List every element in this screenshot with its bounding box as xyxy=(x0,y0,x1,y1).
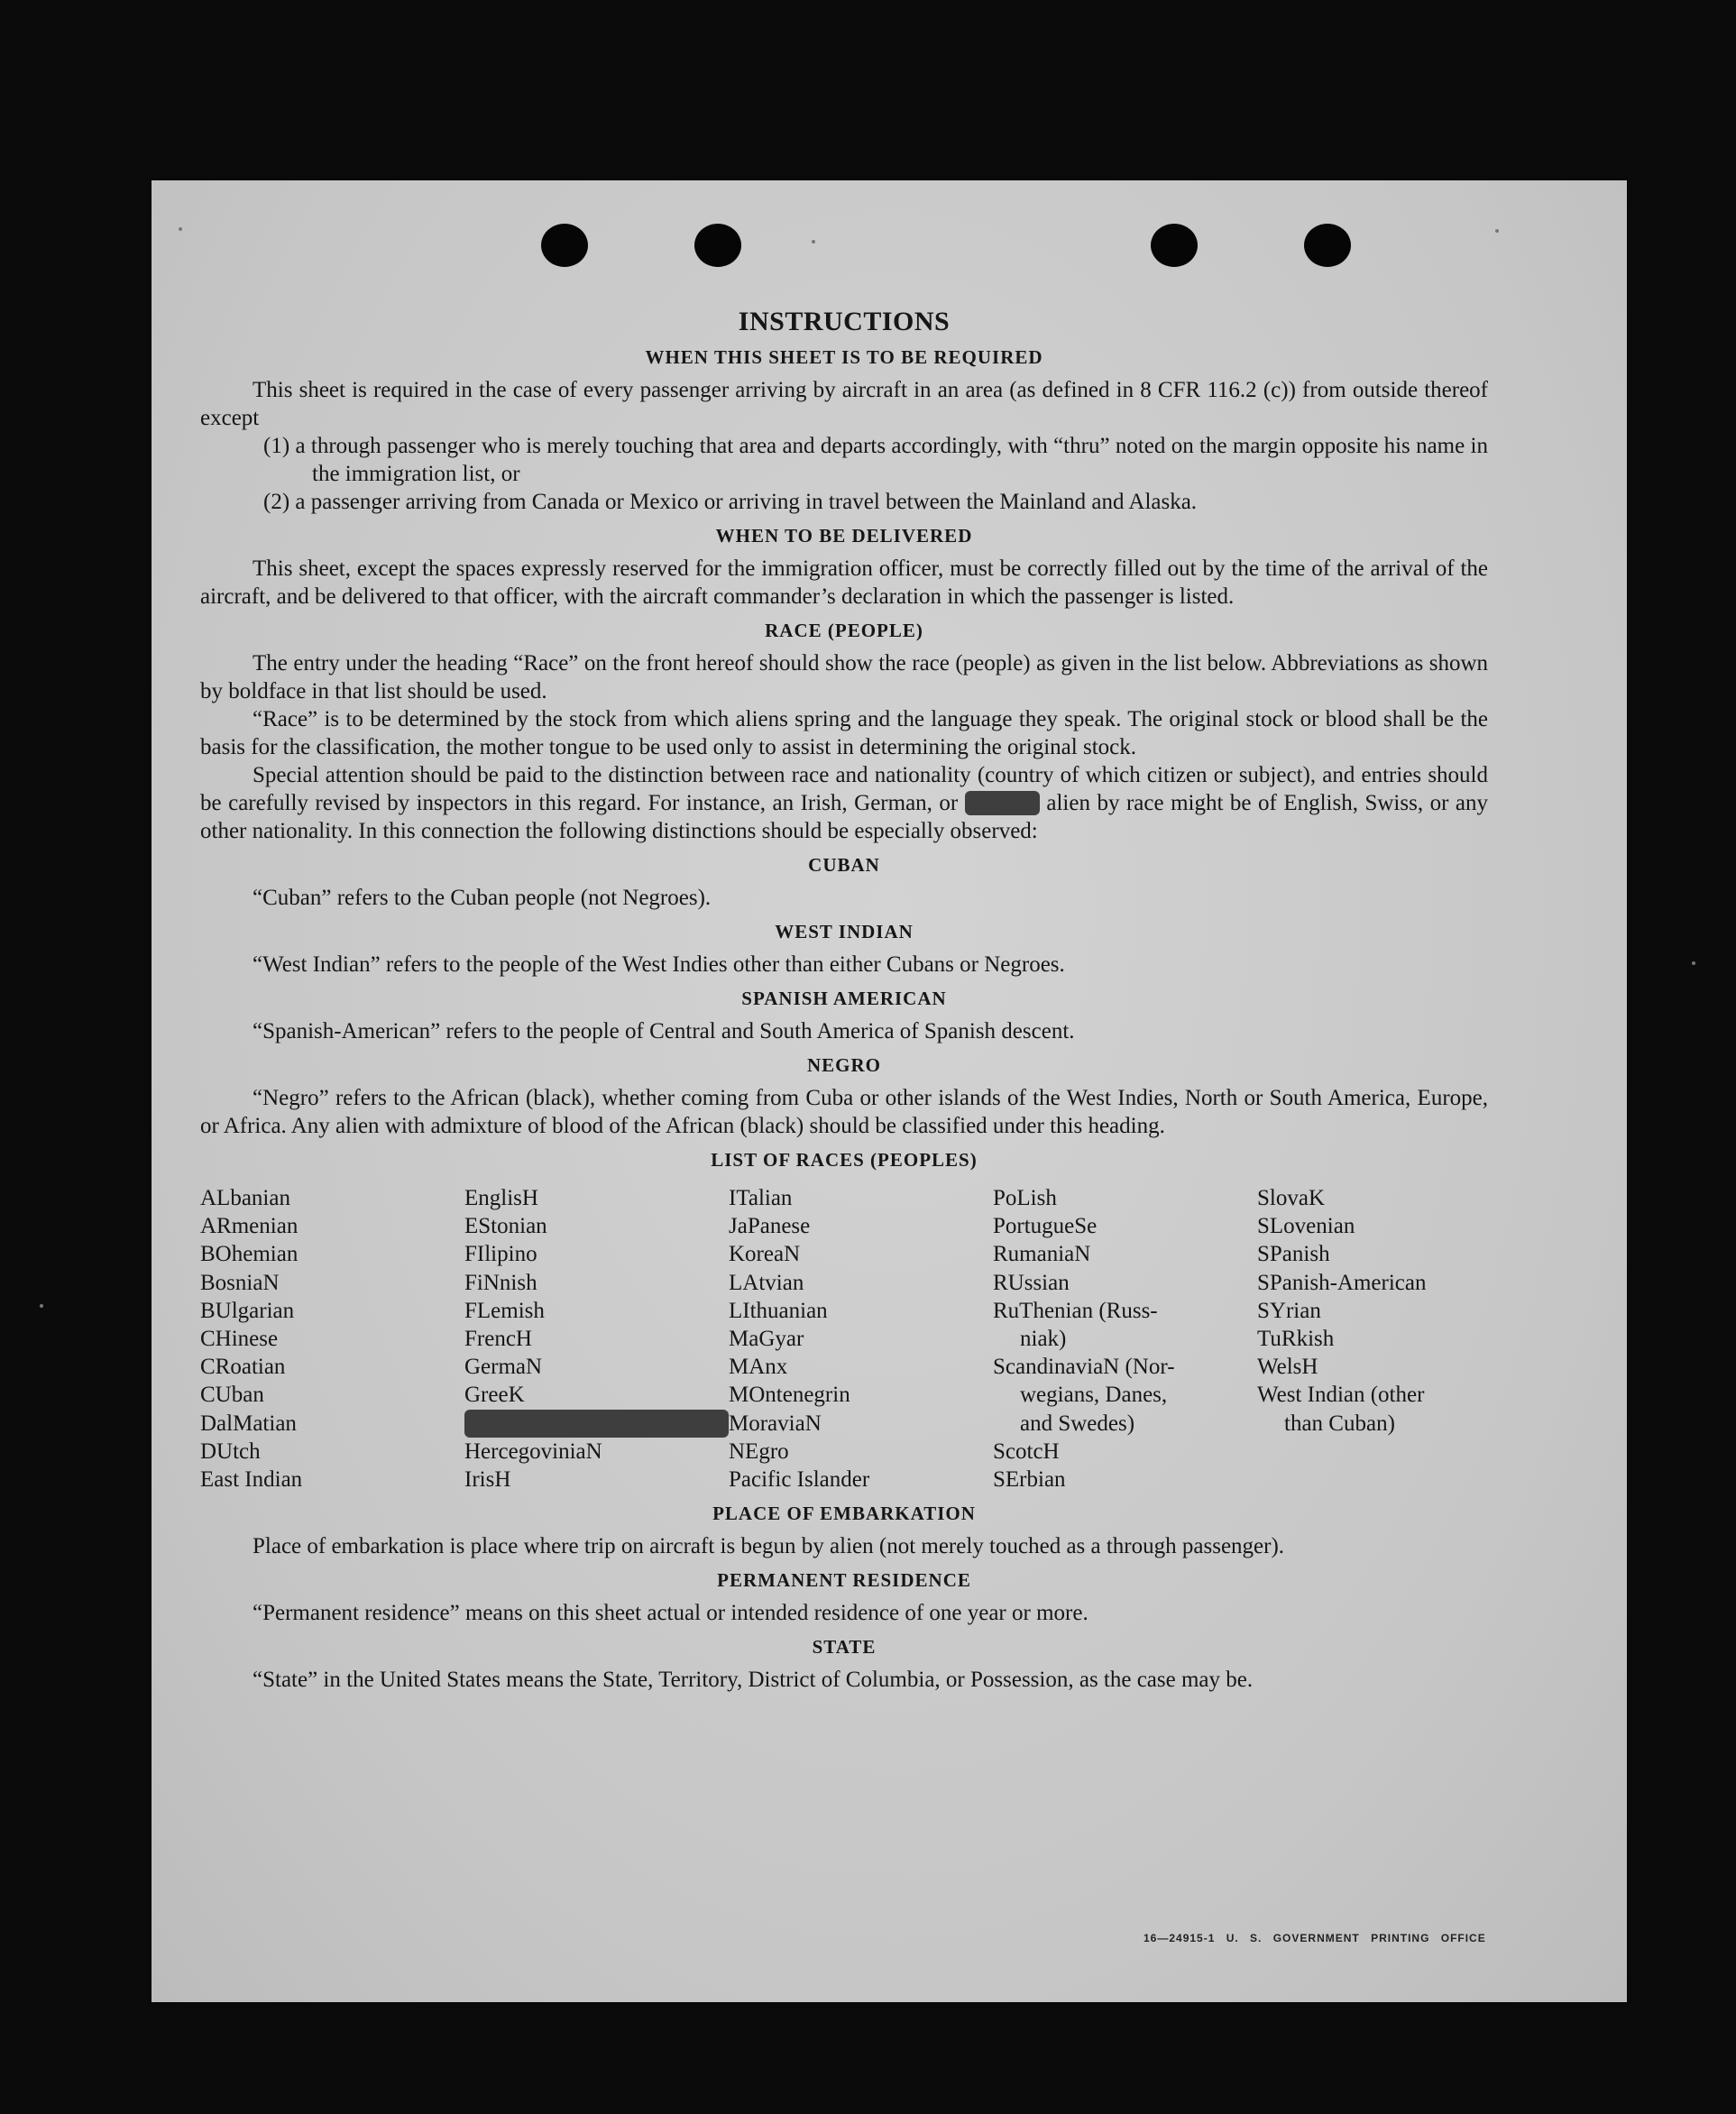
race-entry: CRoatian xyxy=(200,1355,286,1380)
race-entry: CHinese xyxy=(200,1327,279,1352)
race-entry: FIlipino xyxy=(464,1242,537,1267)
race-entry: LIthuanian xyxy=(729,1298,828,1323)
race-column xyxy=(729,1184,993,1494)
race-entry: SLovenian xyxy=(1257,1214,1355,1239)
speck xyxy=(1495,229,1499,233)
speck xyxy=(40,1304,43,1308)
race-entry: FLemish xyxy=(464,1298,545,1323)
paragraph-text: alien by race might be of English, Swiss, or any other nationality. In this connection the following distinctions should be especially observed: xyxy=(200,791,1488,843)
section-heading-race: RACE (PEOPLE) xyxy=(765,620,923,641)
page-title: INSTRUCTIONS xyxy=(738,307,951,336)
race-entry: MoraviaN xyxy=(729,1411,822,1436)
race-entry: JaPanese xyxy=(729,1214,811,1239)
race-entry: HercegoviniaN xyxy=(464,1438,602,1464)
paragraph-distinction xyxy=(200,761,1488,845)
paragraph: “Spanish-American” refers to the people of Central and South America of Spanish descent. xyxy=(253,1019,1075,1043)
race-entry: EnglisH xyxy=(464,1186,538,1210)
race-entry: FiNnish xyxy=(464,1270,537,1295)
paragraph: This sheet, except the spaces expressly reserved for the immigration officer, must be correctly filled out by the time of the arrival of the aircraft, and be delivered to that officer, with the aircraft commander’s declaration in which the passenger is listed. xyxy=(200,556,1488,609)
races-list xyxy=(200,1184,1488,1494)
race-entry: ITalian xyxy=(729,1186,793,1210)
section-heading-cuban: CUBAN xyxy=(808,854,880,876)
race-entry: wegians, Danes, xyxy=(1020,1383,1168,1408)
section-heading-negro: NEGRO xyxy=(806,1054,881,1076)
speck xyxy=(179,227,182,231)
race-column xyxy=(993,1184,1257,1494)
race-entry: SlovaK xyxy=(1257,1186,1325,1210)
list-item: (2) a passenger arriving from Canada or Mexico or arriving in travel between the Mainland and Alaska. xyxy=(263,490,1198,514)
paragraph: “Permanent residence” means on this sheet actual or intended residence of one year or more. xyxy=(253,1601,1088,1626)
race-entry: MOntenegrin xyxy=(729,1383,850,1408)
race-entry: SYrian xyxy=(1257,1298,1321,1323)
race-entry: and Swedes) xyxy=(1020,1411,1135,1436)
paragraph: “Race” is to be determined by the stock from which aliens spring and the language they speak. The original stock or blood shall be the basis for the classification, the mother tongue to be used only to assist in determining the original stock. xyxy=(200,707,1488,759)
speck xyxy=(812,240,815,244)
list-item: (1) a through passenger who is merely touching that area and departs accordingly, with “thru” noted on the margin opposite his name in the immigration list, or xyxy=(263,434,1488,486)
race-entry: ALbanian xyxy=(200,1186,290,1210)
race-entry: Pacific Islander xyxy=(729,1467,870,1493)
paragraph: The entry under the heading “Race” on the front hereof should show the race (people) as given in the list below. Abbreviations as shown by boldface in that list should be used. xyxy=(200,651,1488,703)
race-entry: DUtch xyxy=(200,1438,261,1464)
race-entry: ScotcH xyxy=(993,1438,1060,1464)
race-entry: FrencH xyxy=(464,1327,532,1352)
race-entry: NEgro xyxy=(729,1438,789,1464)
race-entry: West Indian (other xyxy=(1257,1383,1425,1408)
paragraph-text: Special attention should be paid to the distinction between race and nationality (country of which citizen or subject), and entries should be carefully revised by inspectors in this regard. For instance, an Irish, German, or xyxy=(200,763,1488,815)
race-entry: SPanish xyxy=(1257,1242,1330,1267)
race-entry: BUlgarian xyxy=(200,1298,295,1323)
race-entry: PortugueSe xyxy=(993,1214,1098,1239)
race-entry: ScandinaviaN (Nor- xyxy=(993,1355,1175,1380)
punch-hole xyxy=(1304,224,1351,267)
paragraph: “Cuban” refers to the Cuban people (not Negroes). xyxy=(253,886,712,910)
race-entry: BOhemian xyxy=(200,1242,299,1267)
paragraph: “Negro” refers to the African (black), whether coming from Cuba or other islands of the West Indies, North or South America, Europe, or Africa. Any alien with admixture of blood of the African (black) should be classified under this heading. xyxy=(200,1086,1488,1138)
race-entry: RumaniaN xyxy=(993,1242,1091,1267)
race-entry: SPanish-American xyxy=(1257,1270,1427,1295)
race-entry: DalMatian xyxy=(200,1411,297,1436)
paragraph: “State” in the United States means the State, Territory, District of Columbia, or Possession, as the case may be. xyxy=(253,1668,1254,1693)
race-entry: CUban xyxy=(200,1383,264,1408)
paragraph: “West Indian” refers to the people of the West Indies other than either Cubans or Negroes. xyxy=(253,952,1065,977)
race-entry: HebreW xyxy=(464,1410,729,1438)
race-entry: GreeK xyxy=(464,1383,525,1408)
race-entry: WelsH xyxy=(1257,1355,1318,1380)
race-entry: RuThenian (Russ- xyxy=(993,1298,1158,1323)
section-heading-spanish-american: SPANISH AMERICAN xyxy=(741,988,947,1009)
race-entry: ARmenian xyxy=(200,1214,299,1239)
race-entry: EStonian xyxy=(464,1214,547,1239)
section-heading-state: STATE xyxy=(812,1636,877,1659)
race-entry: PoLish xyxy=(993,1186,1057,1210)
section-heading-list-of-races: LIST OF RACES (PEOPLES) xyxy=(711,1149,978,1171)
section-heading-embarkation: PLACE OF EMBARKATION xyxy=(712,1503,976,1525)
race-entry: KoreaN xyxy=(729,1242,801,1267)
punch-hole xyxy=(694,224,741,267)
race-entry: GermaN xyxy=(464,1355,543,1380)
redacted-word: Hebrew xyxy=(966,791,1038,815)
race-entry: TuRkish xyxy=(1257,1327,1335,1352)
instructions-content xyxy=(200,307,1488,1694)
punch-hole xyxy=(1151,224,1198,267)
race-entry: East Indian xyxy=(200,1467,303,1493)
paragraph: Place of embarkation is place where trip on aircraft is begun by alien (not merely touched as a through passenger). xyxy=(253,1534,1285,1559)
race-entry: RUssian xyxy=(993,1270,1070,1295)
paragraph: This sheet is required in the case of every passenger arriving by aircraft in an area (as defined in 8 CFR 116.2 (c)) from outside thereof except xyxy=(200,378,1488,430)
section-heading-permanent-residence: PERMANENT RESIDENCE xyxy=(717,1569,971,1592)
race-column xyxy=(1257,1184,1492,1494)
section-heading-delivered: WHEN TO BE DELIVERED xyxy=(715,525,973,547)
punch-hole xyxy=(541,224,588,267)
speck xyxy=(1692,961,1695,965)
printing-office-footnote: 16—24915-1 U. S. GOVERNMENT PRINTING OFFICE xyxy=(1144,1932,1486,1944)
race-entry: SErbian xyxy=(993,1467,1066,1493)
race-entry: MaGyar xyxy=(729,1327,804,1352)
section-heading-required: WHEN THIS SHEET IS TO BE REQUIRED xyxy=(645,346,1043,368)
race-entry: niak) xyxy=(1020,1327,1067,1352)
race-column xyxy=(464,1184,729,1494)
race-entry: IrisH xyxy=(464,1467,511,1493)
race-entry: LAtvian xyxy=(729,1270,804,1295)
race-column xyxy=(200,1184,464,1494)
section-heading-west-indian: WEST INDIAN xyxy=(775,921,914,942)
race-entry: BosniaN xyxy=(200,1270,280,1295)
race-entry: than Cuban) xyxy=(1284,1411,1395,1436)
race-entry: MAnx xyxy=(729,1355,788,1380)
